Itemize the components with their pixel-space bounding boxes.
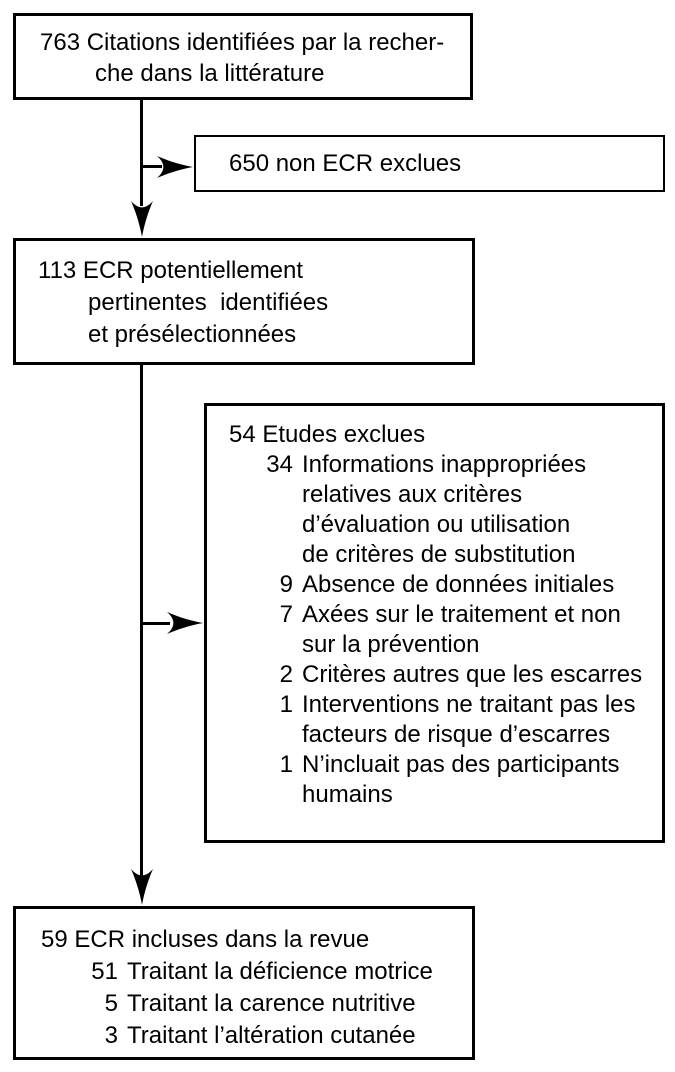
excluded-item [229,570,662,600]
excluded-item [229,450,662,570]
excluded-item-text: Absence de données initiales [302,571,615,598]
included-studies-box [13,906,475,1060]
arrow-right-icon [167,612,203,634]
ecr-potential-box [13,238,475,365]
excluded-item-count: 2 [279,661,293,688]
included-item-text: Traitant l’altération cutanée [127,1022,416,1049]
arrow-down-icon [131,201,153,237]
included-item-text: Traitant la déficience motrice [127,958,433,985]
excluded-item-count: 7 [279,601,293,628]
excluded-title: 54 Etudes exclues [229,421,426,448]
included-item-count: 51 [91,958,118,985]
included-item-count: 3 [104,1022,118,1049]
included-item [41,988,472,1020]
included-title: 59 ECR incluses dans la revue [41,926,370,953]
arrow-right-icon [157,156,193,178]
excluded-item-count: 9 [279,571,293,598]
flow-line-vertical-1 [140,100,143,206]
excluded-item-text: N’incluait pas des participants humains [302,751,620,808]
excluded-item-count: 1 [279,691,293,718]
ecr-potential-line-3: et présélectionnées [88,321,297,348]
arrow-down-icon [131,869,153,905]
excluded-item [229,600,662,660]
excluded-item-text: Informations inappropriées relatives aux critères d’évaluation ou utilisation de critères de substitution [302,451,587,568]
excluded-item-count: 34 [266,451,293,478]
non-ecr-excluded-box [194,135,665,192]
excluded-item [229,690,662,750]
excluded-item-text: Critères autres que les escarres [302,661,643,688]
ecr-potential-line-2: pertinentes identifiées [88,289,329,316]
excluded-item-text: Interventions ne traitant pas les facteurs de risque d’escarres [302,691,636,748]
excluded-studies-box [204,403,665,843]
excluded-item-count: 1 [279,751,293,778]
citations-line-2: che dans la littérature [95,60,325,87]
excluded-item [229,660,662,690]
included-item-text: Traitant la carence nutritive [127,990,416,1017]
excluded-item-text: Axées sur le traitement et non sur la prévention [302,601,621,658]
flow-line-branch-2 [140,622,170,625]
included-item [41,1020,472,1052]
citations-line-1: 763 Citations identifiées par la recher- [40,29,445,56]
excluded-item [229,750,662,810]
included-item-count: 5 [104,990,118,1017]
included-item [41,956,472,988]
citations-identified-box [13,13,473,100]
non-ecr-text: 650 non ECR exclues [229,149,462,177]
ecr-potential-line-1: 113 ECR potentiellement [38,257,304,284]
